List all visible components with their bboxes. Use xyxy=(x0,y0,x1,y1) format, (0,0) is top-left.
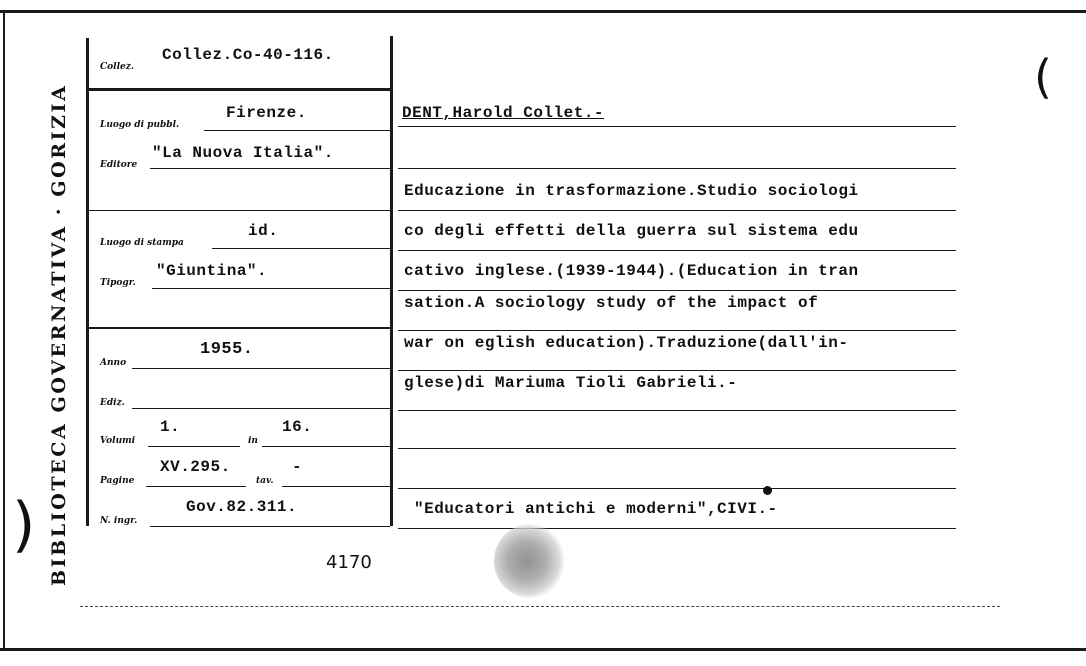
n-ingr-value: Gov.82.311. xyxy=(186,498,298,516)
left-line xyxy=(262,446,390,447)
title-line-2: co degli effetti della guerra sul sistema edu xyxy=(404,222,859,240)
right-line xyxy=(398,126,956,127)
volumi-value: 1. xyxy=(160,418,181,436)
title-line-5: war on eglish education).Traduzione(dall'in- xyxy=(404,334,849,352)
luogo-stampa-label: Luogo di stampa xyxy=(100,238,184,248)
tipogr-value: "Giuntina". xyxy=(156,262,268,280)
right-line xyxy=(398,250,956,251)
ediz-label: Ediz. xyxy=(100,398,125,408)
n-ingr-label: N. ingr. xyxy=(100,516,138,526)
right-line xyxy=(398,528,956,529)
left-line xyxy=(132,408,390,409)
in-label: in xyxy=(248,436,258,446)
left-line xyxy=(204,130,390,131)
anno-label: Anno xyxy=(100,358,127,368)
editore-label: Editore xyxy=(100,160,138,170)
volumi-label: Volumi xyxy=(100,436,136,446)
middle-column-rule xyxy=(390,36,393,526)
top-border xyxy=(0,10,1086,13)
luogo-pubbl-label: Luogo di pubbl. xyxy=(100,120,180,130)
right-line xyxy=(398,448,956,449)
ink-dot xyxy=(763,486,772,495)
left-section-line xyxy=(88,88,390,91)
right-line xyxy=(398,210,956,211)
library-name: BIBLIOTECA GOVERNATIVA · GORIZIA xyxy=(48,83,70,586)
left-line xyxy=(282,486,390,487)
luogo-stampa-value: id. xyxy=(248,222,279,240)
right-line xyxy=(398,330,956,331)
pagine-label: Pagine xyxy=(100,476,135,486)
left-line xyxy=(148,446,240,447)
right-line xyxy=(398,410,956,411)
editore-value: "La Nuova Italia". xyxy=(152,144,334,162)
right-line xyxy=(398,370,956,371)
title-line-6: glese)di Mariuma Tioli Gabrieli.- xyxy=(404,374,738,392)
tav-label: tav. xyxy=(256,476,274,486)
title-line-1: Educazione in trasformazione.Studio sociologi xyxy=(404,182,859,200)
left-line xyxy=(88,210,390,211)
left-line xyxy=(152,288,390,289)
left-line xyxy=(132,368,390,369)
hole-punch-mark: ) xyxy=(12,490,36,560)
bottom-dashed-line xyxy=(80,606,1000,608)
left-column-rule xyxy=(86,38,89,526)
collez-value: Collez.Co-40-116. xyxy=(162,46,334,64)
collez-label: Collez. xyxy=(100,62,134,72)
handwritten-number: 4170 xyxy=(326,552,372,573)
left-line xyxy=(146,486,246,487)
ink-stamp xyxy=(494,524,566,598)
right-line xyxy=(398,168,956,169)
luogo-pubbl-value: Firenze. xyxy=(226,104,307,122)
left-border xyxy=(3,10,5,650)
in-value: 16. xyxy=(282,418,313,436)
title-line-4: sation.A sociology study of the impact of xyxy=(404,294,819,312)
pagine-value: XV.295. xyxy=(160,458,231,476)
hole-punch-mark: ( xyxy=(1034,50,1052,104)
bottom-border xyxy=(0,648,1086,651)
right-line xyxy=(398,488,956,489)
series: "Educatori antichi e moderni",CIVI.- xyxy=(414,500,778,518)
left-line xyxy=(150,526,390,527)
left-line xyxy=(150,168,390,169)
left-line xyxy=(212,248,390,249)
tipogr-label: Tipogr. xyxy=(100,278,136,288)
tav-value: - xyxy=(292,458,303,476)
author: DENT,Harold Collet.- xyxy=(402,104,605,122)
anno-value: 1955. xyxy=(200,340,254,359)
right-line xyxy=(398,290,956,291)
title-line-3: cativo inglese.(1939-1944).(Education in tran xyxy=(404,262,859,280)
left-section-line xyxy=(88,327,390,329)
